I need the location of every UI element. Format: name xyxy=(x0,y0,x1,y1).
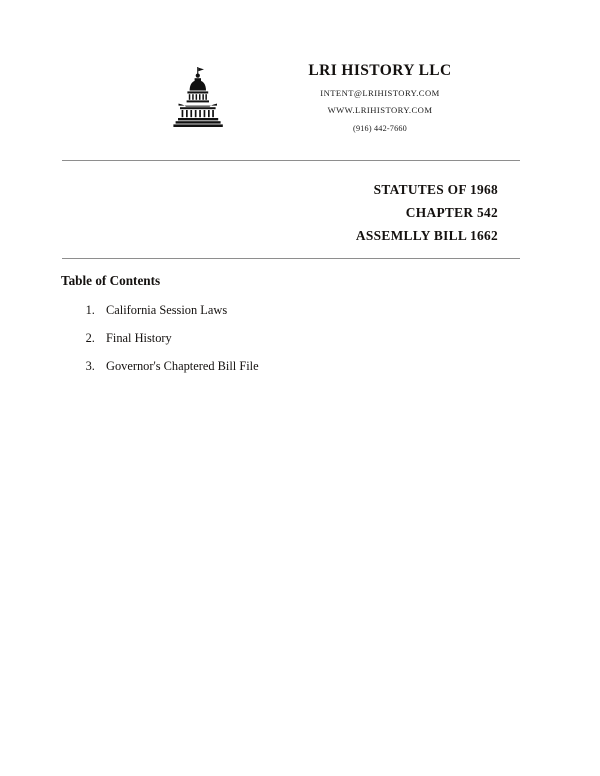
table-of-contents-title: Table of Contents xyxy=(61,273,161,288)
org-email: INTENT@LRIHISTORY.COM xyxy=(320,87,440,98)
toc-item-label: California Session Laws xyxy=(106,303,228,317)
toc-item-label: Final History xyxy=(106,331,172,345)
toc-item-label: Governor's Chaptered Bill File xyxy=(106,359,259,373)
org-website: WWW.LRIHISTORY.COM xyxy=(327,104,433,115)
divider-bottom xyxy=(62,258,520,259)
statute-year: STATUTES OF 1968 xyxy=(373,182,498,197)
statute-heading xyxy=(62,178,498,247)
logo-container xyxy=(138,62,258,128)
statute-chapter: CHAPTER 542 xyxy=(405,205,498,221)
letterhead xyxy=(0,62,600,133)
list-item[interactable] xyxy=(98,359,259,375)
org-phone: (916) 442-7660 xyxy=(353,123,407,133)
org-name: LRI HISTORY LLC xyxy=(308,62,452,79)
list-item[interactable] xyxy=(98,303,259,319)
table-of-contents-list xyxy=(62,303,259,387)
divider-top xyxy=(62,160,520,161)
list-item[interactable] xyxy=(98,331,259,347)
capitol-dome-logo-icon xyxy=(169,66,227,128)
statute-bill: ASSEMLLY BILL 1662 xyxy=(355,228,498,244)
org-info xyxy=(260,62,500,133)
